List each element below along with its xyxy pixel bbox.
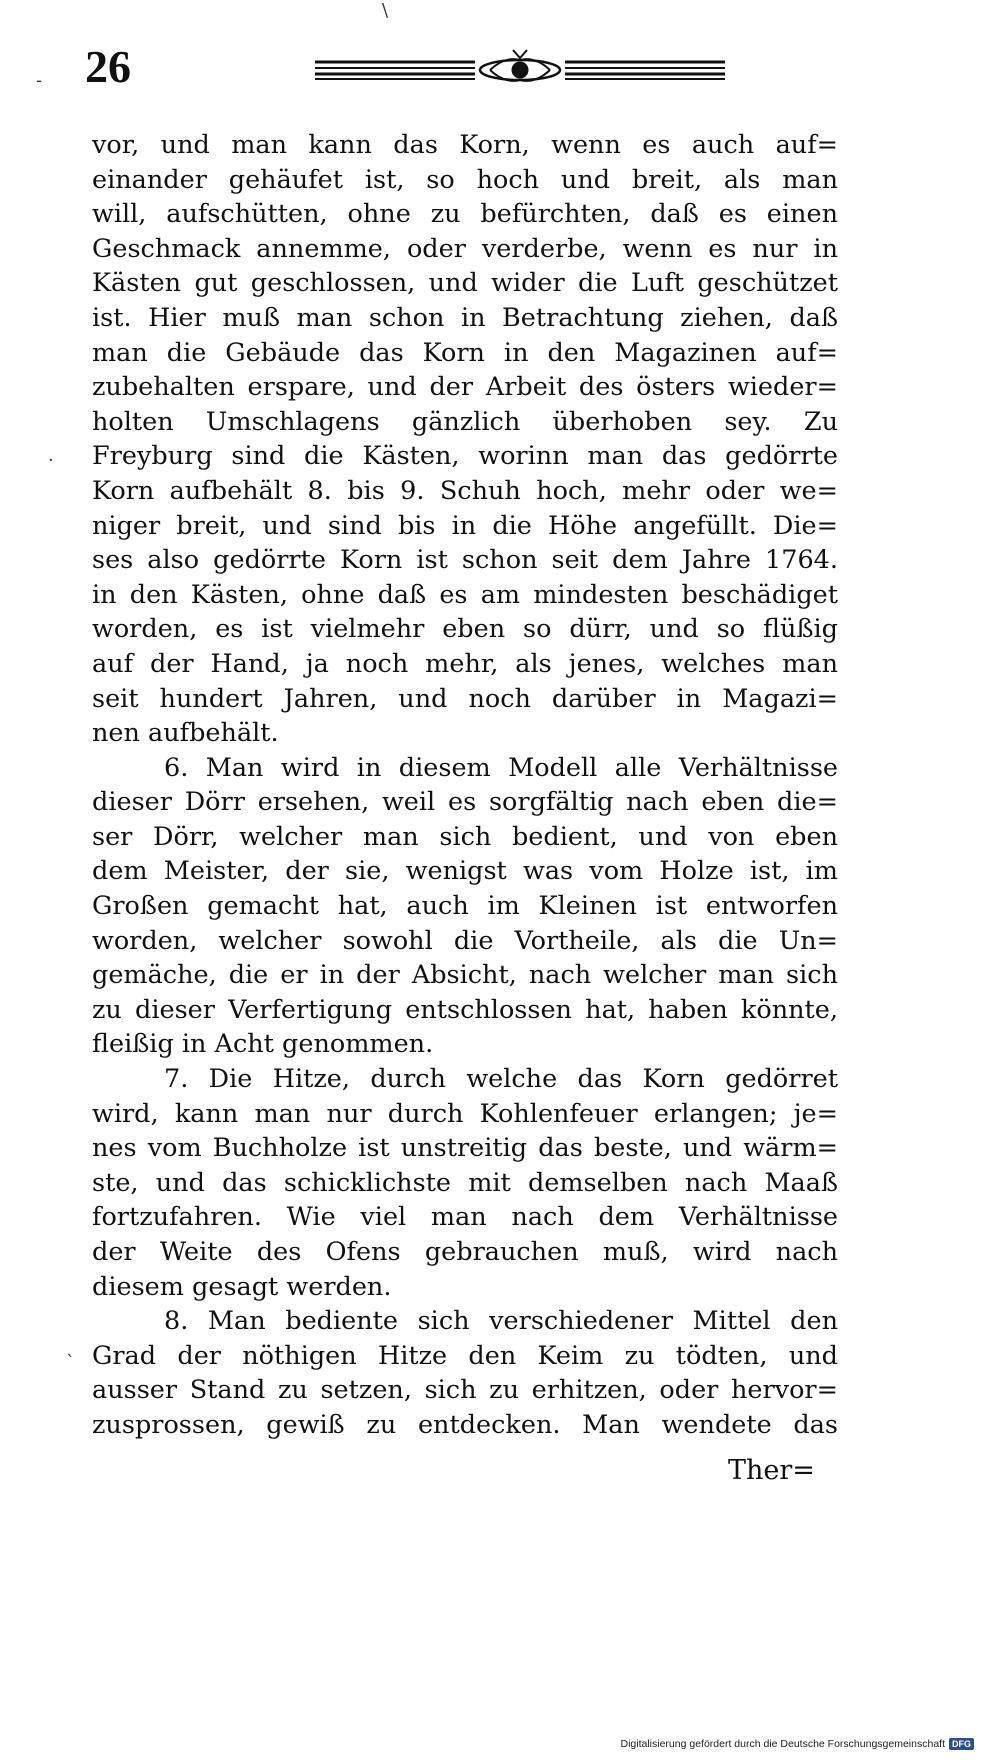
text-line: holten Umschlagens gänzlich überhoben sey. Zu [92, 406, 838, 437]
text-line: 8. Man bediente sich verschiedener Mittel den [164, 1306, 838, 1337]
text-line: 6. Man wird in diesem Modell alle Verhältnisse [164, 752, 838, 783]
text-line: nes vom Buchholze ist unstreitig das beste, und wärm= [92, 1133, 838, 1164]
text-line: ausser Stand zu setzen, sich zu erhitzen, oder hervor= [92, 1375, 838, 1406]
text-line: einander gehäufet ist, so hoch und breit, als man [92, 164, 838, 195]
text-line: Freyburg sind die Kästen, worinn man das gedörrte [92, 441, 838, 472]
text-line: dieser Dörr ersehen, weil es sorgfältig nach eben die= [92, 787, 838, 818]
body-text [92, 128, 838, 1443]
text-line: ste, und das schicklichste mit demselben nach Maaß [92, 1167, 838, 1198]
header-ornament-rule [315, 48, 725, 88]
text-line: niger breit, und sind bis in die Höhe angefüllt. Die= [92, 510, 838, 541]
text-line: dem Meister, der sie, wenigst was vom Holze ist, im [92, 856, 838, 887]
page-number: 26 [85, 41, 131, 92]
text-line: Großen gemacht hat, auch im Kleinen ist entworfen [92, 891, 838, 922]
text-line: ser Dörr, welcher man sich bedient, und von eben [92, 821, 838, 852]
text-line: fortzufahren. Wie viel man nach dem Verhältnisse [92, 1202, 838, 1233]
scan-speck-mark: \ [382, 0, 389, 21]
text-line: der Weite des Ofens gebrauchen muß, wird nach [92, 1237, 838, 1267]
scan-speck-mark: ` [66, 1352, 75, 1373]
text-line: will, aufschütten, ohne zu befürchten, daß es einen [92, 199, 838, 230]
text-line: Korn aufbehält 8. bis 9. Schuh hoch, mehr oder we= [92, 475, 838, 506]
text-line: worden, es ist vielmehr eben so dürr, und so flüßig [92, 614, 838, 645]
text-line: in den Kästen, ohne daß es am mindesten beschädiget [92, 579, 838, 610]
text-line: zu dieser Verfertigung entschlossen hat, haben könnte, [92, 994, 838, 1025]
text-line: vor, und man kann das Korn, wenn es auch auf= [92, 130, 838, 160]
text-line: fleißig in Acht genommen. [92, 1029, 434, 1060]
catchword: Ther= [728, 1455, 815, 1486]
text-line: Geschmack annemme, oder verderbe, wenn es nur in [92, 233, 838, 264]
text-line: seit hundert Jahren, und noch darüber in Magazi= [92, 683, 838, 714]
text-line: zubehalten erspare, und der Arbeit des östers wieder= [92, 372, 838, 403]
scan-speck-mark: - [36, 70, 43, 91]
text-line: diesem gesagt werden. [92, 1271, 392, 1302]
page-header [85, 40, 735, 100]
text-line: wird, kann man nur durch Kohlenfeuer erlangen; je= [92, 1098, 838, 1129]
text-line: Grad der nöthigen Hitze den Keim zu tödten, und [92, 1340, 838, 1371]
text-line: zusprossen, gewiß zu entdecken. Man wendete das [92, 1409, 838, 1440]
credit-text: Digitalisierung gefördert durch die Deutsche Forschungsgemeinschaft [620, 1738, 945, 1750]
text-line: 7. Die Hitze, durch welche das Korn gedörret [164, 1064, 838, 1095]
text-line: Kästen gut geschlossen, und wider die Luft geschützet [92, 268, 838, 299]
text-line: worden, welcher sowohl die Vortheile, als die Un= [92, 925, 838, 956]
text-line: ses also gedörrte Korn ist schon seit dem Jahre 1764. [92, 545, 838, 576]
scan-speck-mark: · [48, 450, 54, 471]
text-line: nen aufbehält. [92, 718, 279, 749]
dfg-logo: DFG [949, 1738, 974, 1750]
text-line: man die Gebäude das Korn in den Magazinen auf= [92, 337, 838, 368]
digitization-credit [620, 1738, 974, 1750]
text-line: gemäche, die er in der Absicht, nach welcher man sich [92, 960, 838, 991]
text-line: ist. Hier muß man schon in Betrachtung ziehen, daß [92, 302, 838, 333]
text-line: auf der Hand, ja noch mehr, als jenes, welches man [92, 648, 838, 679]
